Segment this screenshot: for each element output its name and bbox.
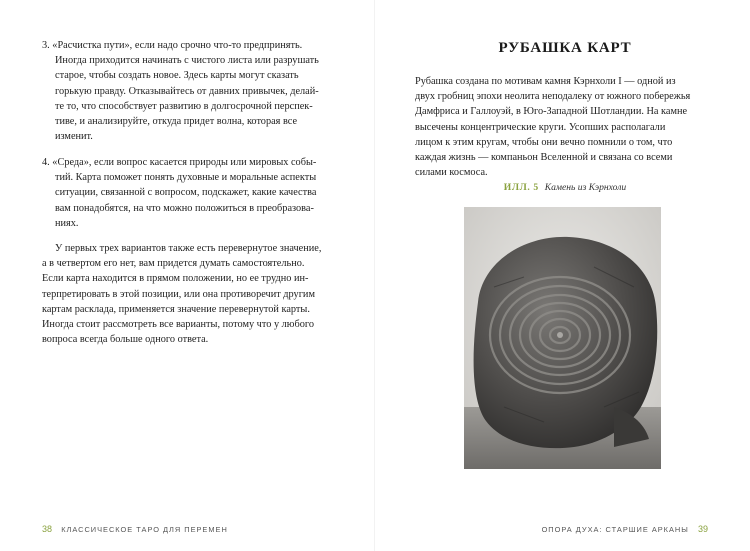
text-line: терпретировать в этой позиции, или она противоречит другим: [42, 288, 315, 300]
text-line: Иногда стоит рассмотреть все варианты, потому что у любого: [42, 319, 315, 331]
figure-label: ИЛЛ. 5: [503, 182, 539, 193]
page-number: 38: [42, 524, 53, 534]
text-line: 4. «Среда», если вопрос касается природы или мировых собы-: [42, 157, 317, 168]
text-line: вам понадобятся, на что можно положиться в преобразова-: [55, 202, 314, 214]
text-line: 3. «Расчистка пути», если надо срочно что-то предпринять.: [42, 40, 303, 51]
figure-caption-text: Камень из Кэрнхоли: [544, 182, 627, 193]
stone-photo: [464, 207, 661, 469]
running-title: КЛАССИЧЕСКОЕ ТАРО ДЛЯ ПЕРЕМЕН: [61, 525, 228, 534]
figure-caption: [415, 182, 715, 193]
text-line: Иногда приходится начинать с чистого листа или разрушать: [55, 55, 319, 67]
text-line: горькую правду. Отказывайтесь от давних привычек, делай-: [55, 85, 319, 97]
text-line: тий. Карта поможет понять духовные и моральные аспекты: [55, 172, 317, 184]
page-number: 39: [697, 524, 708, 534]
running-footer: [42, 524, 228, 534]
text-line: Если карта находится в прямом положении, но ее трудно ин-: [42, 273, 309, 285]
text-line: силами космоса.: [415, 167, 488, 179]
list-item-3: [42, 38, 342, 144]
body-paragraph: [42, 241, 342, 347]
text-line: каждая жизнь — компаньон Вселенной и связана со всеми: [415, 152, 673, 164]
text-line: Рубашка создана по мотивам камня Кэрнхоли I — одной из: [415, 76, 676, 87]
text-line: ниях.: [55, 217, 79, 229]
text-line: ситуации, связанной с вопросом, подскажет, какие качества: [55, 187, 317, 199]
right-page: [375, 0, 750, 551]
text-line: картам расклада, применяется значение перевернутой карты.: [42, 303, 310, 315]
body-paragraph: [415, 74, 715, 180]
carved-stone-image: [464, 207, 661, 469]
text-line: старое, чтобы создать новое. Здесь карты могут сказать: [55, 70, 299, 82]
text-line: те то, что способствует развитию в долгосрочной перспек-: [55, 100, 313, 112]
list-item-4: [42, 155, 342, 231]
running-footer: [542, 524, 708, 534]
text-line: высечены концентрические круги. Усопших располагали: [415, 121, 666, 133]
text-line: лицом к этим кругам, чтобы они вечно помнили о том, что: [415, 136, 673, 148]
text-line: тиве, и анализируйте, откуда придет волна, которая все: [55, 116, 298, 128]
running-title: ОПОРА ДУХА: СТАРШИЕ АРКАНЫ: [541, 525, 689, 534]
text-line: изменит.: [55, 131, 93, 143]
section-title: РУБАШКА КАРТ: [498, 40, 632, 56]
text-line: Дамфриса и Галлоуэй, в Юго-Западной Шотландии. На камне: [415, 106, 688, 118]
text-line: У первых трех вариантов также есть перевернутое значение,: [55, 243, 322, 254]
text-line: вопроса всегда больше одного ответа.: [42, 334, 209, 346]
text-line: двух гробниц эпохи неолита неподалеку от южного побережья: [415, 91, 691, 103]
text-line: а в четвертом его нет, вам придется думать самостоятельно.: [42, 258, 305, 270]
